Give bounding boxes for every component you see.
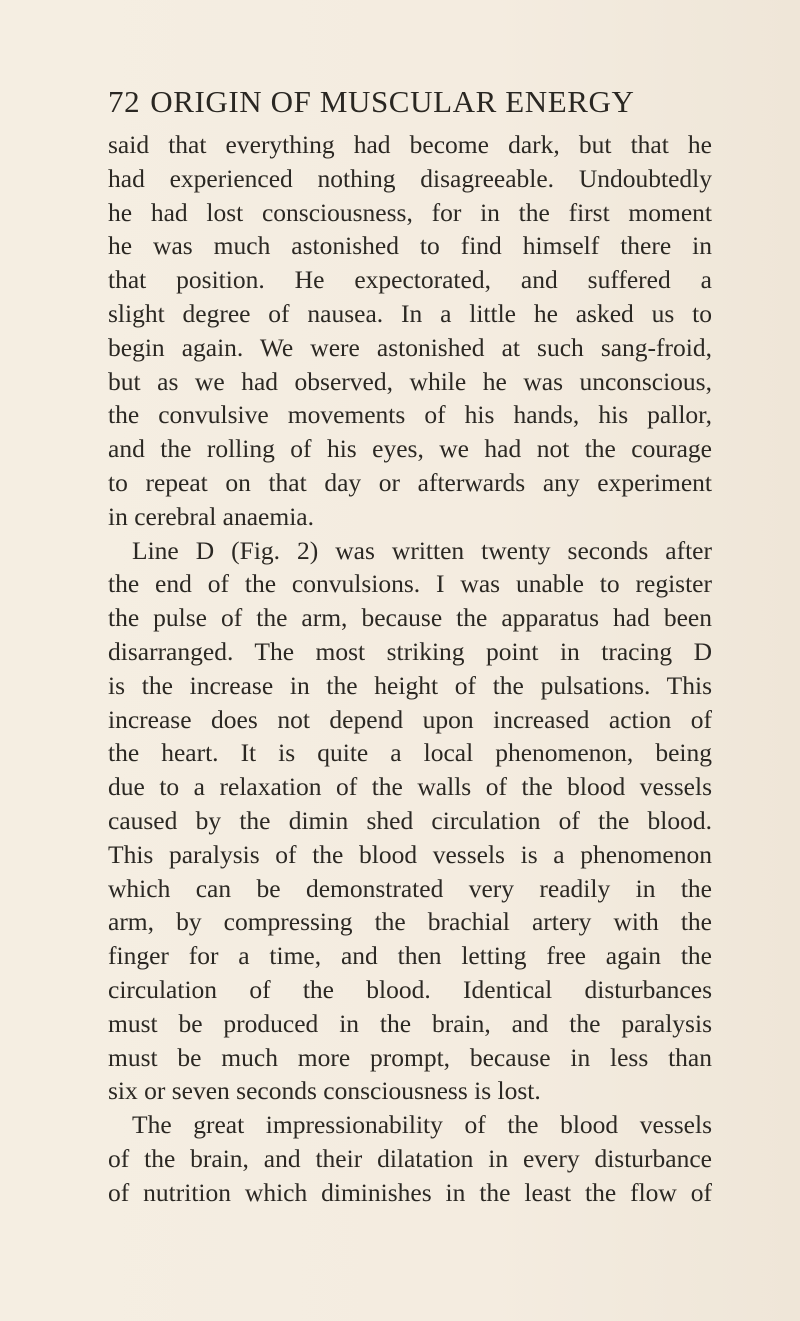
text-line: must be much more prompt, because in less than [108,1042,712,1072]
page-number: 72 [108,84,141,119]
text-line: due to a relaxation of the walls of the blood vessels [108,772,712,802]
running-head [108,82,708,122]
text-line: caused by the dimin shed circulation of the blood. [108,805,712,835]
text-line: must be produced in the brain, and the paralysis [108,1008,712,1038]
paragraph-start-line: Line D (Fig. 2) was written twenty seconds after [132,535,712,565]
text-line: which can be demonstrated very readily in the [108,873,712,903]
text-line: six or seven seconds consciousness is lost. [108,1076,541,1106]
text-line: and the rolling of his eyes, we had not the courage [108,434,712,464]
text-line: slight degree of nausea. In a little he asked us to [108,298,712,328]
text-line: circulation of the blood. Identical disturbances [108,974,712,1004]
text-line: the convulsive movements of his hands, his pallor, [108,400,712,430]
text-line: begin again. We were astonished at such sang-froid, [108,332,712,362]
text-line: to repeat on that day or afterwards any experiment [108,467,712,497]
text-line: the end of the convulsions. I was unable to register [108,569,712,599]
text-line: is the increase in the height of the pulsations. This [108,670,712,700]
text-line: of nutrition which diminishes in the least the flow of [108,1177,712,1207]
text-line: said that everything had become dark, but that he [108,130,712,159]
text-line: This paralysis of the blood vessels is a phenomenon [108,839,712,869]
text-line: finger for a time, and then letting free again the [108,941,712,971]
text-line: he was much astonished to find himself there in [108,231,712,261]
text-line: increase does not depend upon increased action of [108,704,712,734]
text-line: the pulse of the arm, because the apparatus had been [108,603,712,633]
paragraph-start-line: The great impressionability of the blood vessels [132,1110,712,1140]
text-line: the heart. It is quite a local phenomenon, being [108,738,712,768]
text-line: he had lost consciousness, for in the first moment [108,197,712,227]
running-title: ORIGIN OF MUSCULAR ENERGY [150,84,635,119]
text-line: had experienced nothing disagreeable. Undoubtedly [108,163,712,193]
text-line: arm, by compressing the brachial artery with the [108,907,712,937]
body-text [108,128,712,1210]
text-line: disarranged. The most striking point in tracing D [108,636,712,666]
text-line: in cerebral anaemia. [108,501,314,531]
text-line: of the brain, and their dilatation in every disturbance [108,1143,712,1173]
text-line: but as we had observed, while he was unconscious, [108,366,712,396]
text-line: that position. He expectorated, and suffered a [108,265,712,295]
